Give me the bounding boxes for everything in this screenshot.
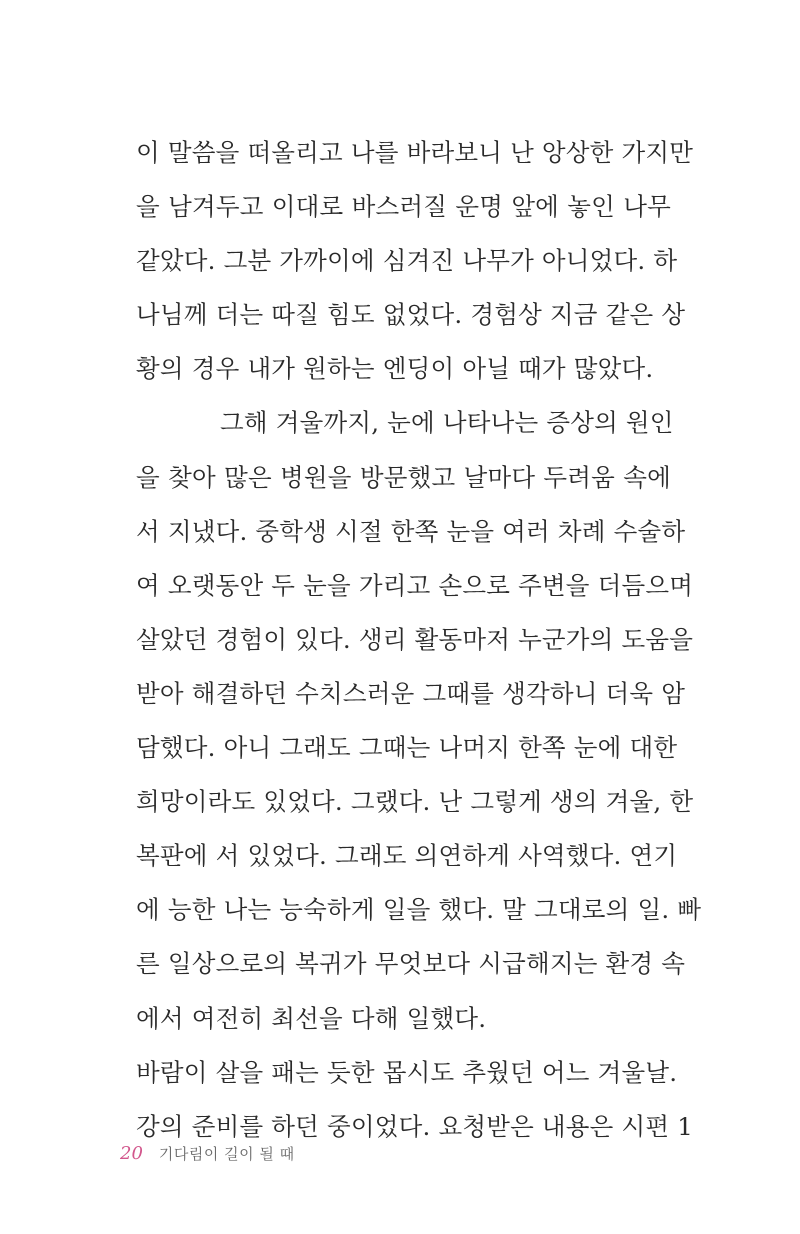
text-line: 에서 여전히 최선을 다해 일했다.: [136, 1003, 487, 1033]
page-number: 20: [120, 1142, 143, 1164]
text-line: 담했다. 아니 그래도 그때는 나머지 한쪽 눈에 대한: [136, 733, 678, 763]
text-line: 살았던 경험이 있다. 생리 활동마저 누군가의 도움을: [136, 624, 694, 654]
running-title: 기다림이 길이 될 때: [158, 1144, 295, 1163]
text-line: 바람이 살을 패는 듯한 몹시도 추웠던 어느 겨울날.: [136, 1057, 678, 1087]
text-line: 여 오랫동안 두 눈을 가리고 손으로 주변을 더듬으며: [136, 570, 694, 600]
text-line: 에 능한 나는 능숙하게 일을 했다. 말 그대로의 일. 빠: [136, 895, 702, 925]
text-line: 복판에 서 있었다. 그래도 의연하게 사역했다. 연기: [136, 841, 678, 871]
text-line: 나님께 더는 따질 힘도 없었다. 경험상 지금 같은 상: [136, 300, 686, 330]
text-line: 강의 준비를 하던 중이었다. 요청받은 내용은 시편 1: [136, 1111, 694, 1141]
text-line: 른 일상으로의 복귀가 무엇보다 시급해지는 환경 속: [136, 949, 686, 979]
text-line: 을 찾아 많은 병원을 방문했고 날마다 두려움 속에: [136, 462, 671, 492]
text-line: 같았다. 그분 가까이에 심겨진 나무가 아니었다. 하: [136, 246, 678, 276]
text-line: 희망이라도 있었다. 그랬다. 난 그렇게 생의 겨울, 한: [136, 787, 694, 817]
text-line: 황의 경우 내가 원하는 엔딩이 아닐 때가 많았다.: [136, 354, 654, 384]
text-line: 이 말씀을 떠올리고 나를 바라보니 난 앙상한 가지만: [136, 138, 694, 167]
text-line: 서 지냈다. 중학생 시절 한쪽 눈을 여러 차례 수술하: [136, 516, 686, 546]
page-footer: [120, 1138, 295, 1168]
text-line: 을 남겨두고 이대로 바스러질 운명 앞에 놓인 나무: [136, 192, 671, 222]
body-text: [136, 126, 702, 1154]
text-line-indented: 그해 겨울까지, 눈에 나타나는 증상의 원인: [220, 408, 674, 438]
text-line: 받아 해결하던 수치스러운 그때를 생각하니 더욱 암: [136, 678, 686, 708]
